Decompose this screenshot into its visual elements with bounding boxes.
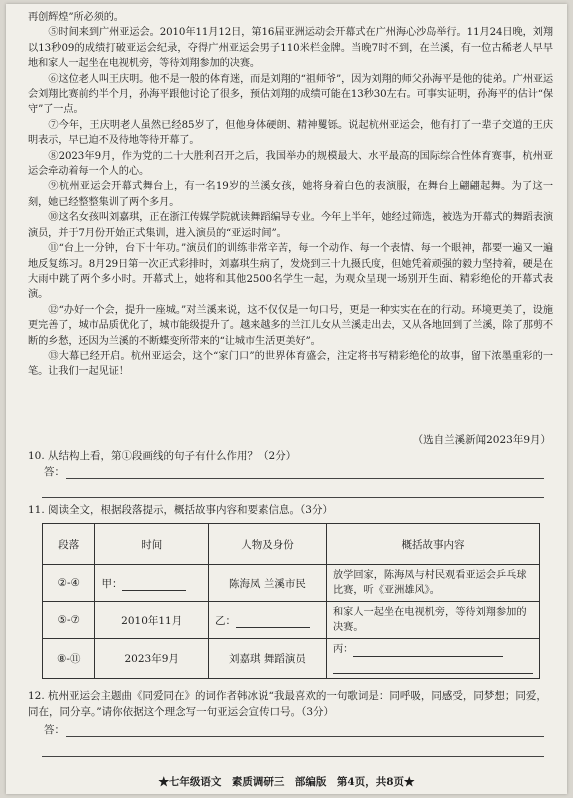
question-10-answer-line-2[interactable] <box>42 497 544 498</box>
question-10: 10. 从结构上看，第①段画线的句子有什么作用？（2分） <box>28 450 297 462</box>
reading-passage <box>28 10 553 380</box>
story-summary-table <box>42 523 540 679</box>
blank-jia-input[interactable] <box>122 578 186 591</box>
blank-label-bing: 丙： <box>333 644 354 655</box>
blank-bing-line-2[interactable] <box>333 659 533 674</box>
paragraph-11: ⑪“台上一分钟，台下十年功。”演员们的训练非常辛苦，每一个动作、每一个表情、每一个眼神，都要一遍又一遍地反复练习。8月29日第一次正式彩排时，刘嘉琪生病了，发烧到三十九摄氏度，但她凭着顽强的毅力坚持着，硬是在大雨中跳了两个多小时。开幕式上，她将和其他2500名学生一起，为观众呈现一场别开生面、精彩绝伦的开幕式表演。 <box>28 243 553 301</box>
question-12-answer-line-1[interactable] <box>66 736 544 737</box>
question-12-answer-label: 答： <box>44 724 65 736</box>
table-header-time: 时间 <box>95 524 209 565</box>
cell-person <box>208 602 326 639</box>
exam-page <box>6 4 567 794</box>
paragraph-5: ⑤时间来到广州亚运会。2010年11月12日，第16届亚洲运动会开幕式在广州海心沙岛举行。11月24日晚，刘翔以13秒09的成绩打破亚运会纪录，夺得广州亚运会男子110米栏金牌。当晚7时不到，在兰溪，有一位古稀老人早早地和家人一起坐在电视机旁，等待刘翔参加的决赛。 <box>28 27 553 70</box>
cell-time: 2010年11月 <box>95 602 209 639</box>
table-row <box>43 639 540 679</box>
page-footer: ★七年级语文 素质调研三 部编版 第4页，共8页★ <box>158 776 415 788</box>
cell-time <box>95 565 209 602</box>
blank-yi-input[interactable] <box>236 615 310 628</box>
table-header-content: 概括故事内容 <box>327 524 540 565</box>
cell-person: 陈海凤 兰溪市民 <box>208 565 326 602</box>
question-10-answer-label: 答： <box>44 466 65 478</box>
table-row <box>43 602 540 639</box>
paragraph-10: ⑩这名女孩叫刘嘉琪，正在浙江传媒学院就读舞蹈编导专业。今年上半年，她经过筛选，被选为开幕式的舞蹈表演演员，并于7月份开始正式集训，进入演员的“亚运时间”。 <box>28 212 553 239</box>
paragraph-13: ⑬大幕已经开启。杭州亚运会，这个“家门口”的世界体育盛会，注定将书写精彩绝伦的故事，留下浓墨重彩的一笔。让我们一起见证！ <box>28 350 553 378</box>
cell-content: 放学回家，陈海凤与村民观看亚运会乒乓球比赛，听《亚洲雄风》。 <box>327 565 540 602</box>
blank-bing-input[interactable] <box>353 644 503 657</box>
cell-paragraph: ②-④ <box>43 565 95 602</box>
cell-content: 和家人一起坐在电视机旁，等待刘翔参加的决赛。 <box>327 602 540 639</box>
cell-time: 2023年9月 <box>95 639 209 679</box>
question-10-answer-line-1[interactable] <box>66 478 544 479</box>
paragraph-12: ⑫“办好一个会，提升一座城。”对兰溪来说，这不仅仅是一句口号，更是一种实实在在的行动。环境更美了，设施更完善了，城市品质优化了，城市能级提升了。越来越多的兰江儿女从兰溪走出去，又从各地回到了兰溪，除了那剪不断的乡愁，还因为兰溪的不断蝶变所带来的“让城市生活更美好”。 <box>28 304 553 347</box>
table-header-paragraph: 段落 <box>43 524 95 565</box>
passage-source: （选自兰溪新闻2023年9月） <box>412 434 551 446</box>
question-12-answer-line-2[interactable] <box>42 756 544 757</box>
paragraph-6: ⑥这位老人叫王庆明。他不是一般的体育迷，而是刘翔的“祖师爷”，因为刘翔的师父孙海平是他的徒弟。广州亚运会刘翔比赛前约半个月，孙海平跟他讨论了很多，预估刘翔的成绩可能在13秒30左右。可事实证明，孙海平的估计“保守”了一点。 <box>28 73 553 116</box>
cell-person: 刘嘉琪 舞蹈演员 <box>208 639 326 679</box>
question-12: 12. 杭州亚运会主题曲《同爱同在》的词作者韩冰说“我最喜欢的一句歌词是：同呼吸，同感受，同梦想；同爱，同在，同分享。”请你依据这个理念写一句亚运会宣传口号。（3分） <box>28 690 547 718</box>
blank-label-yi: 乙： <box>214 614 236 627</box>
paragraph-8: ⑧2023年9月，作为党的二十大胜利召开之后，我国举办的规模最大、水平最高的国际综合性体育赛事，杭州亚运会牵动着每一个人的心。 <box>28 150 553 178</box>
blank-label-jia: 甲： <box>101 577 123 590</box>
cell-content <box>327 639 540 679</box>
table-header-row <box>43 524 540 565</box>
table-row <box>43 565 540 602</box>
question-11: 11. 阅读全文，根据段落提示，概括故事内容和要素信息。（3分） <box>28 504 333 516</box>
cell-paragraph: ⑧-⑪ <box>43 639 95 679</box>
paragraph-9: ⑨杭州亚运会开幕式舞台上，有一名19岁的兰溪女孩，她将身着白色的表演服，在舞台上翩翩起舞。为了这一刻，她已经整整集训了两个多月。 <box>28 181 553 208</box>
paragraph-0: 再创辉煌”所必须的。 <box>28 12 124 23</box>
cell-paragraph: ⑤-⑦ <box>43 602 95 639</box>
paragraph-7: ⑦今年，王庆明老人虽然已经85岁了，但他身体硬朗、精神矍铄。说起杭州亚运会，他有打了一辈子交道的王庆明表示，早已迫不及待地等待开幕了。 <box>28 119 553 147</box>
table-header-person: 人物及身份 <box>208 524 326 565</box>
